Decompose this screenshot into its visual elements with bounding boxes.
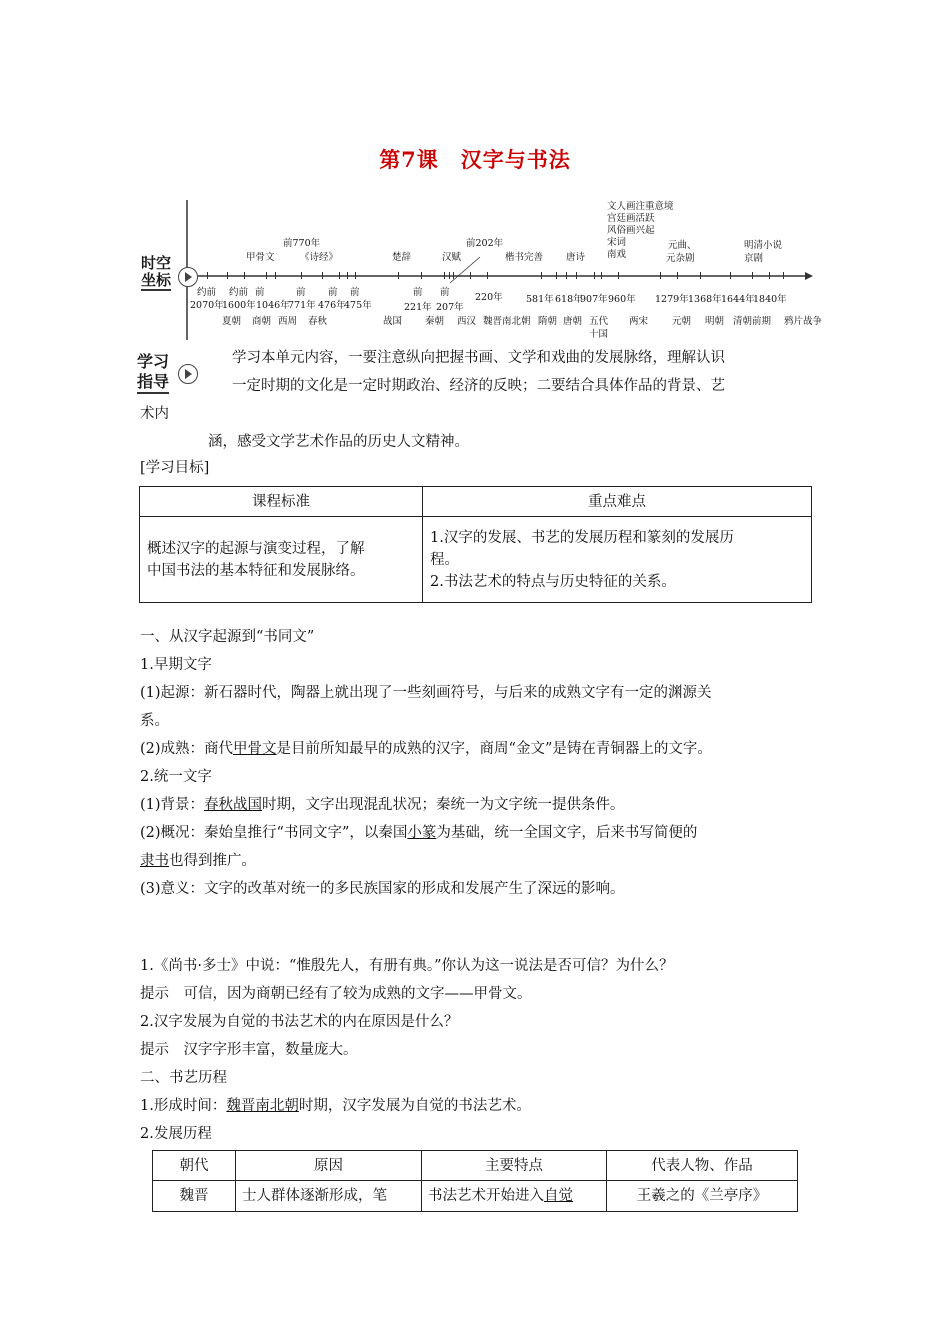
play-icon <box>178 267 198 287</box>
date-label: 475年 <box>344 300 372 311</box>
spacetime-badge <box>141 255 171 291</box>
date-label: 1279年 <box>655 294 689 305</box>
cell-line: 概述汉字的起源与演变过程，了解 <box>147 540 365 557</box>
badge-line: 学习 <box>137 352 170 371</box>
keyword: 魏晋南北朝 <box>226 1098 299 1114</box>
text: 是目前所知最早的成熟的汉字，商周“金文”是铸在青铜器上的文字。 <box>276 741 712 757</box>
guide-text: 一定时期的文化是一定时期政治、经济的反映；二要结合具体作品的背景、艺 <box>232 378 725 394</box>
text: 为基础，统一全国文字，后来书写简便的 <box>436 825 698 841</box>
dynasty-label: 明朝 <box>705 316 725 327</box>
timeline-tick <box>444 272 445 279</box>
table-cell <box>140 517 423 603</box>
hint: 提示 汉字字形丰富，数量庞大。 <box>140 1042 358 1058</box>
event-label: 宫廷画活跃 <box>607 213 655 224</box>
song-events <box>607 201 674 261</box>
event-label: 甲骨文 <box>246 252 275 263</box>
event-label: 前202年 <box>466 238 504 249</box>
subheading: 2.发展历程 <box>140 1126 212 1142</box>
text: 时期，文字出现混乱状况；秦统一为文字统一提供条件。 <box>262 797 625 813</box>
dynasty-label: 唐朝 <box>563 316 583 327</box>
timeline-tick <box>541 272 542 279</box>
table-cell <box>423 517 812 603</box>
timeline-tick <box>730 272 731 279</box>
dynasty-label: 鸦片战争 <box>784 316 823 327</box>
table-header: 重点难点 <box>423 487 812 517</box>
date-label: 960年 <box>608 294 636 305</box>
dynasty-label: 魏晋南北朝 <box>483 316 531 327</box>
timeline-tick <box>618 272 619 279</box>
development-table <box>152 1150 798 1212</box>
timeline-tick <box>487 272 488 279</box>
paragraph <box>140 851 256 871</box>
date-label: 581年 <box>526 294 554 305</box>
table-header: 代表人物、作品 <box>607 1151 798 1181</box>
page-title: 第7课 汉字与书法 <box>379 147 571 172</box>
hint: 提示 可信，因为商朝已经有了较为成熟的文字——甲骨文。 <box>140 986 532 1002</box>
timeline-tick <box>347 272 348 279</box>
keyword: 隶书 <box>140 853 169 869</box>
guide-text: 学习本单元内容，一要注意纵向把握书画、文学和戏曲的发展脉络，理解认识 <box>232 350 725 366</box>
keyword: 春秋战国 <box>204 797 263 813</box>
event-label: 风俗画兴起 <box>607 225 655 236</box>
badge-line: 时空 <box>141 254 172 272</box>
timeline-tick <box>449 272 450 279</box>
question: 1.《尚书·多士》中说：“惟殷先人，有册有典。”你认为这一说法是否可信？为什么？ <box>140 958 674 974</box>
event-label: 南戏 <box>607 249 627 260</box>
text: (2)概况：秦始皇推行“书同文字”，以秦国 <box>140 825 408 841</box>
paragraph <box>140 739 712 759</box>
event-label: 明清小说 <box>744 240 783 251</box>
date-label: 1600年 <box>222 300 256 311</box>
date-label: 618年 <box>555 294 583 305</box>
timeline-tick <box>594 272 595 279</box>
date-label: 2070年 <box>190 300 224 311</box>
dynasty-label: 两宋 <box>629 316 649 327</box>
text: 也得到推广。 <box>169 853 256 869</box>
text: 时期，汉字发展为自觉的书法艺术。 <box>298 1098 531 1114</box>
keyword: 小篆 <box>407 825 437 841</box>
timeline-tick <box>453 272 454 279</box>
table-cell: 王羲之的《兰亭序》 <box>607 1181 798 1212</box>
guide-text: 术内 <box>140 406 169 422</box>
dynasty-label: 秦朝 <box>425 316 445 327</box>
study-guide-badge <box>137 352 169 394</box>
dynasty-label: 十国 <box>589 329 609 340</box>
event-label: 汉赋 <box>442 252 462 263</box>
cell-line: 程。 <box>430 551 459 568</box>
date-prefix: 约前 <box>197 287 217 298</box>
dynasty-label: 元朝 <box>672 316 692 327</box>
table-header: 课程标准 <box>140 487 423 517</box>
timeline-tick <box>660 272 661 279</box>
timeline-tick <box>275 272 276 279</box>
event-label: 唐诗 <box>566 252 586 263</box>
table-header: 主要特点 <box>422 1151 607 1181</box>
date-prefix: 前 <box>328 287 338 298</box>
event-label: 京剧 <box>744 253 764 264</box>
paragraph <box>140 1096 531 1116</box>
paragraph: 系。 <box>140 713 169 729</box>
timeline-tick <box>470 272 471 279</box>
text: 1.形成时间： <box>140 1098 227 1114</box>
dynasty-label: 五代 <box>589 316 609 327</box>
keyword: 自觉 <box>544 1188 573 1204</box>
table-cell <box>422 1181 607 1212</box>
badge-line: 坐标 <box>141 271 172 289</box>
dynasty-label: 夏朝 <box>222 316 242 327</box>
date-prefix: 前 <box>296 287 306 298</box>
play-icon <box>178 364 198 384</box>
date-prefix: 前 <box>255 287 265 298</box>
timeline <box>0 195 950 345</box>
paragraph <box>140 823 697 843</box>
timeline-tick <box>266 272 267 279</box>
text: 书法艺术开始进入 <box>428 1188 544 1204</box>
dynasty-label: 战国 <box>383 316 403 327</box>
paragraph: (3)意义：文字的改革对统一的多民族国家的形成和发展产生了深远的影响。 <box>140 881 625 897</box>
question: 2.汉字发展为自觉的书法艺术的内在原因是什么？ <box>140 1014 459 1030</box>
dynasty-label: 春秋 <box>308 316 328 327</box>
timeline-tick <box>783 272 784 279</box>
guide-text: 涵，感受文学艺术作品的历史人文精神。 <box>208 434 469 450</box>
event-label: 前770年 <box>283 238 321 249</box>
timeline-tick <box>601 272 602 279</box>
date-label: 220年 <box>475 292 503 303</box>
cell-line: 2.书法艺术的特点与历史特征的关系。 <box>430 573 676 590</box>
event-label: 《诗经》 <box>300 252 339 263</box>
timeline-tick <box>355 272 356 279</box>
date-prefix: 前 <box>350 287 360 298</box>
date-label: 207年 <box>436 302 464 313</box>
timeline-tick <box>227 272 228 279</box>
timeline-tick <box>244 272 245 279</box>
date-label: 221年 <box>404 302 432 313</box>
timeline-tick <box>752 272 753 279</box>
timeline-tick <box>556 272 557 279</box>
paragraph: (1)起源：新石器时代，陶器上就出现了一些刻画符号，与后来的成熟文字有一定的渊源关 <box>140 685 712 701</box>
event-label: 宋词 <box>607 237 627 248</box>
timeline-tick <box>301 272 302 279</box>
timeline-tick <box>700 272 701 279</box>
timeline-tick <box>769 272 770 279</box>
event-label: 楷书完善 <box>505 252 544 263</box>
dynasty-label: 隋朝 <box>538 316 558 327</box>
timeline-tick <box>576 272 577 279</box>
date-prefix: 前 <box>413 287 423 298</box>
section-heading: 二、书艺历程 <box>140 1070 227 1086</box>
timeline-tick <box>322 272 323 279</box>
timeline-tick <box>677 272 678 279</box>
subheading: 2.统一文字 <box>140 769 212 785</box>
timeline-tick <box>339 272 340 279</box>
table-header: 原因 <box>236 1151 422 1181</box>
dynasty-label: 清朝前期 <box>733 316 772 327</box>
event-label: 楚辞 <box>392 252 412 263</box>
badge-line: 指导 <box>137 372 169 394</box>
date-label: 1368年 <box>688 294 722 305</box>
cell-line: 1.汉字的发展、书艺的发展历程和篆刻的发展历 <box>430 529 734 546</box>
paragraph <box>140 795 625 815</box>
date-label: 1644年 <box>721 294 755 305</box>
date-label: 1840年 <box>753 294 787 305</box>
goal-table <box>139 486 812 603</box>
goal-label: [学习目标] <box>140 460 210 476</box>
keyword: 甲骨文 <box>233 741 277 757</box>
event-label: 元杂剧 <box>666 253 695 264</box>
date-label: 907年 <box>580 294 608 305</box>
dynasty-label: 商朝 <box>252 316 272 327</box>
date-label: 771年 <box>288 300 316 311</box>
date-prefix: 前 <box>440 287 450 298</box>
subheading: 1.早期文字 <box>140 657 212 673</box>
event-label: 文人画注重意境 <box>607 201 674 212</box>
date-prefix: 约前 <box>229 287 249 298</box>
timeline-tick <box>207 272 208 279</box>
dynasty-label: 西汉 <box>457 316 477 327</box>
timeline-tick <box>566 272 567 279</box>
table-cell: 士人群体逐渐形成，笔 <box>236 1181 422 1212</box>
table-header: 朝代 <box>153 1151 236 1181</box>
section-heading: 一、从汉字起源到“书同文” <box>140 629 315 645</box>
timeline-tick <box>398 272 399 279</box>
dynasty-label: 西周 <box>278 316 298 327</box>
date-label: 1046年 <box>256 300 290 311</box>
timeline-tick <box>421 272 422 279</box>
event-label: 元曲、 <box>668 240 697 251</box>
text: (2)成熟：商代 <box>140 741 234 757</box>
text: (1)背景： <box>140 797 205 813</box>
cell-line: 中国书法的基本特征和发展脉络。 <box>147 562 365 579</box>
date-label: 476年 <box>318 300 346 311</box>
table-cell: 魏晋 <box>153 1181 236 1212</box>
